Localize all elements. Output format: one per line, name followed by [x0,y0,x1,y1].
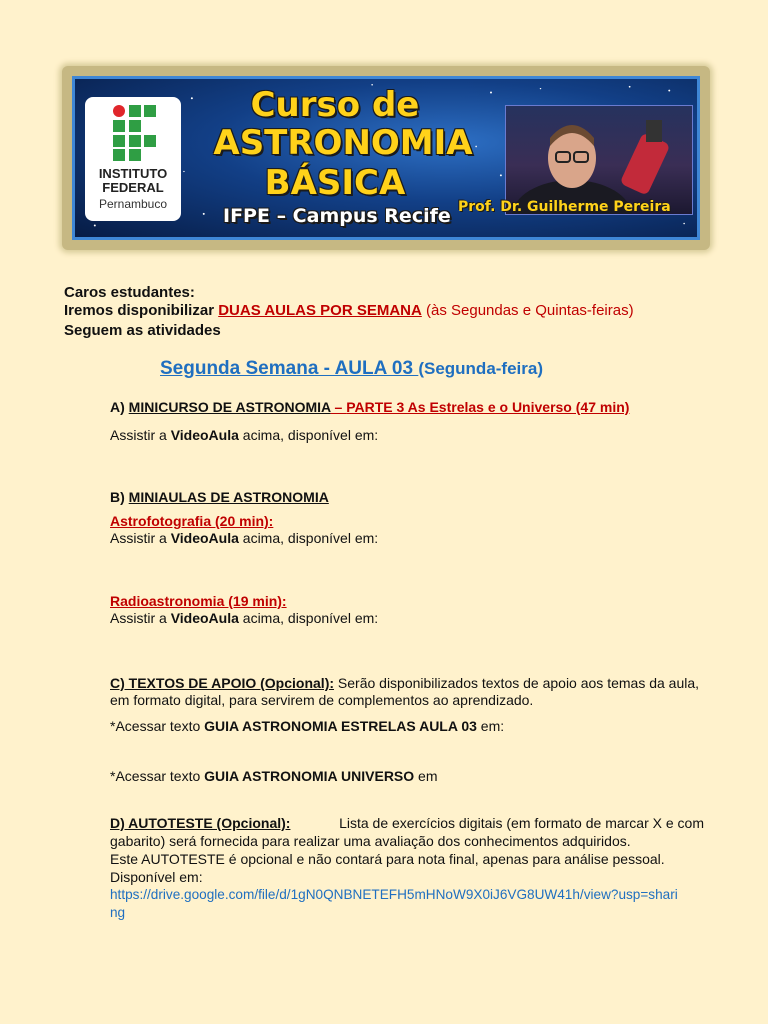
schedule-text: Iremos disponibilizar [64,302,219,319]
guide-universo-name: GUIA ASTRONOMIA UNIVERSO [204,768,415,784]
videoaula-label: VideoAula [170,427,239,443]
section-d-title: D) AUTOTESTE (Opcional): [110,815,291,831]
autoteste-link-continued[interactable]: ng [110,905,126,920]
banner-professor: Prof. Dr. Guilherme Pereira [458,199,671,215]
banner-title-line2: ASTRONOMIA [213,123,473,163]
section-c-text: Serão disponibilizados textos de apoio aos temas da aula, [334,675,700,691]
section-b-letter: B) [110,489,129,505]
access-text-rest: em [414,768,438,784]
logo-text-instituto: INSTITUTO [98,166,168,181]
section-d-text: Lista de exercícios digitais (em formato de marcar X e com [339,815,704,831]
access-text-rest: em: [476,718,505,734]
assist-text: Assistir a [110,427,171,443]
banner-title-line3: BÁSICA [264,163,406,203]
schedule-line [64,302,634,320]
section-a-letter: A) [110,399,129,415]
section-a-dash: – [330,399,347,415]
access-text: *Acessar texto [110,718,205,734]
assist-text-rest: acima, disponível em: [238,530,379,546]
autoteste-link[interactable]: https://drive.google.com/file/d/1gN0QNBNETEFH5mHNoW9X0iJ6VG8UW41h/view?usp=shari [110,887,678,902]
activities-intro: Seguem as atividades [64,322,221,339]
section-d-line3: Este AUTOTESTE é opcional e não contará para nota final, apenas para análise pessoal. [110,851,665,867]
professor-portrait-icon [506,106,692,214]
assist-text-rest: acima, disponível em: [238,610,379,626]
schedule-highlight: DUAS AULAS POR SEMANA [218,302,422,319]
guide-estrelas-name: GUIA ASTRONOMIA ESTRELAS AULA 03 [204,718,477,734]
section-b-heading [110,488,329,506]
greeting: Caros estudantes: [64,284,195,301]
section-d-line2: gabarito) será fornecida para realizar uma avaliação dos conhecimentos adquiridos. [110,833,631,849]
logo-text-pernambuco: Pernambuco [98,197,168,211]
section-a-assist [110,426,378,444]
ifpe-logo [85,97,181,221]
schedule-days: (às Segundas e Quintas-feiras) [421,302,634,319]
access-guide-universo [110,767,438,785]
section-c-line2: em formato digital, para servirem de complementos ao aprendizado. [110,692,534,708]
assist-text-rest: acima, disponível em: [238,427,379,443]
logo-text-federal: FEDERAL [102,180,164,195]
assist-text: Assistir a [110,610,171,626]
radioastronomia-assist [110,609,378,627]
astrofotografia-assist [110,529,378,547]
section-a-title: MINICURSO DE ASTRONOMIA [128,399,331,415]
access-guide-estrelas [110,717,504,735]
radioastronomia-title: Radioastronomia (19 min): [110,593,287,609]
section-a-part: PARTE 3 As Estrelas e o Universo (47 min) [346,399,630,415]
section-c-title: C) TEXTOS DE APOIO (Opcional): [110,675,335,691]
section-d-available: Disponível em: [110,869,203,885]
ifpe-logo-icon [113,105,157,161]
section-d-line1 [110,814,704,832]
week-heading-main: Segunda Semana - AULA 03 [160,358,419,379]
banner-title-line1: Curso de [250,85,420,125]
banner-campus: IFPE – Campus Recife [223,205,451,227]
week-heading [160,358,543,380]
section-a-heading [110,398,629,416]
section-b-title: MINIAULAS DE ASTRONOMIA [128,489,329,505]
assist-text: Assistir a [110,530,171,546]
course-banner [72,76,700,240]
astrofotografia-title: Astrofotografia (20 min): [110,513,274,529]
videoaula-label: VideoAula [170,610,239,626]
section-c-line1 [110,674,699,692]
week-heading-sub: (Segunda-feira) [418,359,544,378]
videoaula-label: VideoAula [170,530,239,546]
access-text: *Acessar texto [110,768,205,784]
